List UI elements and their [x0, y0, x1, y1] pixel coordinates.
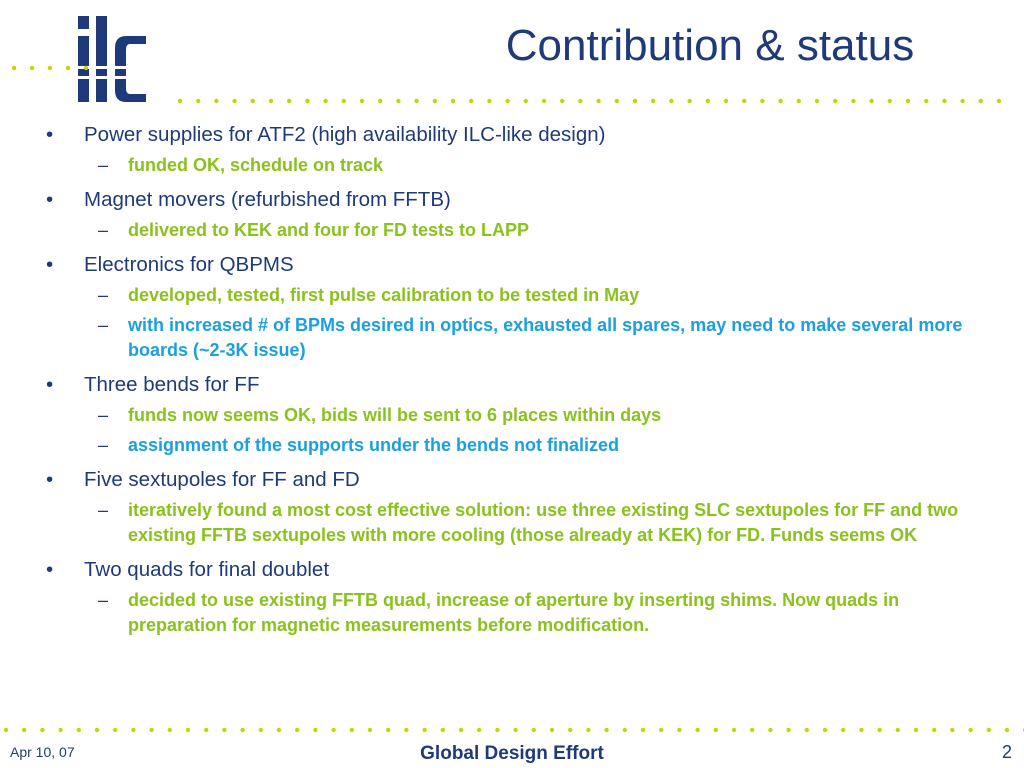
dot	[422, 728, 426, 732]
dot	[659, 728, 663, 732]
dot	[222, 728, 226, 732]
dot	[524, 99, 528, 103]
dot	[706, 99, 710, 103]
sub-bullet-text: with increased # of BPMs desired in optics, exhausted all spares, may need to make several more boards (~2-3K issue)	[128, 315, 963, 360]
dot	[669, 99, 673, 103]
dot	[305, 99, 309, 103]
dot	[505, 99, 509, 103]
dot	[459, 728, 463, 732]
dot	[778, 99, 782, 103]
dot	[615, 99, 619, 103]
dot	[960, 99, 964, 103]
dot	[269, 99, 273, 103]
dot	[404, 728, 408, 732]
dot	[386, 728, 390, 732]
dot	[924, 99, 928, 103]
sub-bullet-text: delivered to KEK and four for FD tests to LAPP	[128, 220, 530, 240]
dot	[888, 99, 892, 103]
bullet-item	[46, 122, 996, 148]
dot	[77, 728, 81, 732]
dot	[859, 728, 863, 732]
dot	[186, 728, 190, 732]
dot	[877, 728, 881, 732]
dot	[633, 99, 637, 103]
sub-bullet-item	[46, 153, 996, 178]
bullet-marker: •	[46, 188, 54, 211]
bullet-marker: •	[46, 253, 54, 276]
dot	[368, 728, 372, 732]
sub-bullet-marker: –	[98, 220, 109, 240]
dot	[277, 728, 281, 732]
sub-bullet-text: funds now seems OK, bids will be sent to 6 places within days	[128, 405, 662, 425]
dot	[295, 728, 299, 732]
sub-bullet-item	[46, 403, 996, 428]
dot	[196, 99, 200, 103]
dot	[204, 728, 208, 732]
dot	[1005, 728, 1009, 732]
dot	[568, 728, 572, 732]
sub-bullet-item	[46, 218, 996, 243]
dot	[687, 99, 691, 103]
dot	[797, 99, 801, 103]
bullet-marker: •	[46, 558, 54, 581]
bullet-text: Five sextupoles for FF and FD	[84, 468, 360, 491]
dot	[841, 728, 845, 732]
dot	[58, 728, 62, 732]
sub-bullet-text: developed, tested, first pulse calibration to be tested in May	[128, 285, 640, 305]
sub-bullet-marker: –	[98, 435, 109, 455]
sub-bullet-text: funded OK, schedule on track	[128, 155, 384, 175]
dot	[714, 728, 718, 732]
dot	[677, 728, 681, 732]
dot	[724, 99, 728, 103]
sub-bullet-item	[46, 588, 996, 638]
dot	[732, 728, 736, 732]
dot	[178, 99, 182, 103]
bullet-item	[46, 372, 996, 398]
dot	[750, 728, 754, 732]
dot	[906, 99, 910, 103]
dot	[414, 99, 418, 103]
bullet-item	[46, 557, 996, 583]
sub-bullet-item	[46, 283, 996, 308]
dot	[641, 728, 645, 732]
dot	[469, 99, 473, 103]
footer-organization: Global Design Effort	[420, 743, 604, 764]
dot	[259, 728, 263, 732]
dot	[815, 99, 819, 103]
dot	[586, 728, 590, 732]
dot	[550, 728, 554, 732]
dot	[760, 99, 764, 103]
dot	[323, 99, 327, 103]
dot	[833, 99, 837, 103]
dot	[22, 728, 26, 732]
dot	[997, 99, 1001, 103]
sub-bullet-item	[46, 313, 996, 363]
dot	[331, 728, 335, 732]
bullet-marker: •	[46, 373, 54, 396]
dot	[495, 728, 499, 732]
footer-dots	[0, 726, 1024, 734]
dot	[396, 99, 400, 103]
sub-bullet-marker: –	[98, 315, 109, 335]
dot	[823, 728, 827, 732]
slide-title: Contribution & status	[505, 21, 915, 70]
page-number: 2	[1001, 742, 1012, 762]
dot	[942, 99, 946, 103]
dot	[768, 728, 772, 732]
bullet-item	[46, 187, 996, 213]
footer-date: Apr 10, 07	[10, 744, 75, 760]
dot	[342, 99, 346, 103]
dot	[477, 728, 481, 732]
sub-bullet-marker: –	[98, 500, 109, 520]
dot	[968, 728, 972, 732]
dot	[513, 728, 517, 732]
dot	[433, 99, 437, 103]
bullet-text: Power supplies for ATF2 (high availability ILC-like design)	[84, 123, 606, 146]
dot	[914, 728, 918, 732]
bullet-text: Electronics for QBPMS	[84, 253, 294, 276]
title-underline-dots	[176, 97, 1016, 105]
dot	[168, 728, 172, 732]
bullet-item	[46, 467, 996, 493]
dot	[805, 728, 809, 732]
dot	[441, 728, 445, 732]
top-left-dots	[10, 64, 90, 72]
dot	[560, 99, 564, 103]
dot	[786, 728, 790, 732]
dot	[487, 99, 491, 103]
dot	[451, 99, 455, 103]
dot	[240, 728, 244, 732]
bullet-marker: •	[46, 468, 54, 491]
dot	[651, 99, 655, 103]
dot	[131, 728, 135, 732]
dot	[950, 728, 954, 732]
dot	[95, 728, 99, 732]
bullet-list	[46, 118, 996, 638]
dot	[869, 99, 873, 103]
dot	[596, 99, 600, 103]
bullet-text: Two quads for final doublet	[84, 558, 330, 581]
dot	[4, 728, 8, 732]
dot	[695, 728, 699, 732]
dot	[360, 99, 364, 103]
sub-bullet-marker: –	[98, 405, 109, 425]
dot	[378, 99, 382, 103]
bullet-item	[46, 252, 996, 278]
dot	[896, 728, 900, 732]
dot	[214, 99, 218, 103]
dot	[604, 728, 608, 732]
bullet-text: Magnet movers (refurbished from FFTB)	[84, 188, 451, 211]
dot	[287, 99, 291, 103]
sub-bullet-item	[46, 498, 996, 548]
sub-bullet-marker: –	[98, 155, 109, 175]
dot	[232, 99, 236, 103]
sub-bullet-item	[46, 433, 996, 458]
sub-bullet-text: iteratively found a most cost effective solution: use three existing SLC sextupoles for FF and two existing FFTB sextupoles with more cooling (those already at KEK) for FD. Funds seems OK	[128, 500, 959, 545]
sub-bullet-marker: –	[98, 590, 109, 610]
dot	[40, 728, 44, 732]
dot	[979, 99, 983, 103]
sub-bullet-text: decided to use existing FFTB quad, increase of aperture by inserting shims. Now quads in preparation for magnetic measurements before modification.	[128, 590, 900, 635]
bullet-text: Three bends for FF	[84, 373, 260, 396]
sub-bullet-marker: –	[98, 285, 109, 305]
dot	[313, 728, 317, 732]
dot	[532, 728, 536, 732]
bullet-marker: •	[46, 123, 54, 146]
dot	[578, 99, 582, 103]
dot	[623, 728, 627, 732]
dot	[742, 99, 746, 103]
dot	[987, 728, 991, 732]
dot	[542, 99, 546, 103]
sub-bullet-text: assignment of the supports under the bends not finalized	[128, 435, 620, 455]
ilc-logo	[74, 14, 154, 106]
dot	[149, 728, 153, 732]
dot	[251, 99, 255, 103]
dot	[932, 728, 936, 732]
dot	[350, 728, 354, 732]
dot	[851, 99, 855, 103]
dot	[113, 728, 117, 732]
